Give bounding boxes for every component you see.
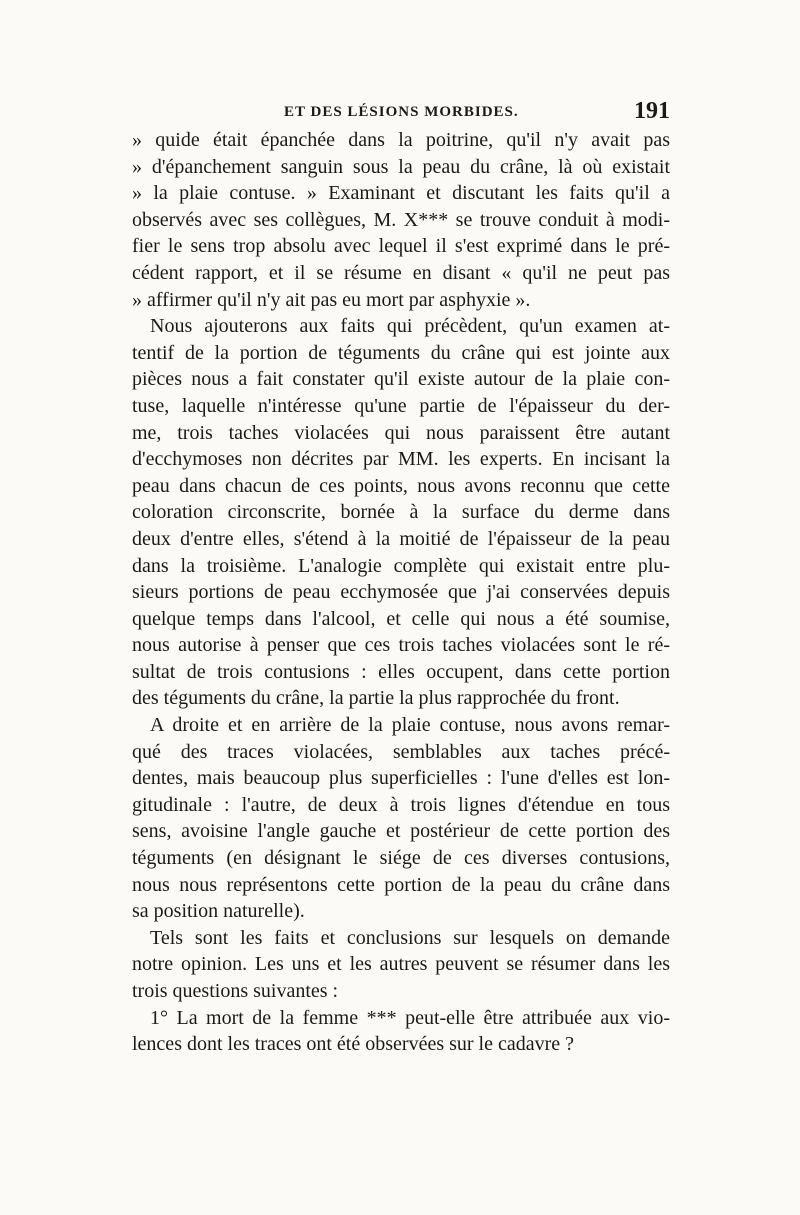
text-line: Nous ajouterons aux faits qui précèdent, qu'un examen at- (150, 315, 670, 338)
text-line: Tels sont les faits et conclusions sur lesquels on demande (150, 926, 670, 949)
text-line: » quide était épanchée dans la poitrine, qu'il n'y avait pas (132, 129, 670, 151)
text-line: coloration circonscrite, bornée à la surface du derme dans (132, 501, 670, 524)
text-line: observés avec ses collègues, M. X*** se trouve conduit à modi- (132, 208, 670, 231)
text-line: me, trois taches violacées qui nous paraissent être autant (132, 421, 670, 444)
page-header (132, 98, 670, 128)
text-line: notre opinion. Les uns et les autres peuvent se résumer dans les (132, 953, 670, 976)
text-line: d'ecchymoses non décrites par MM. les experts. En incisant la (132, 448, 670, 471)
text-line: cédent rapport, et il se résume en disant « qu'il ne peut pas (132, 261, 670, 284)
text-line: qué des traces violacées, semblables aux taches précé- (132, 740, 670, 763)
text-line: pièces nous a fait constater qu'il existe autour de la plaie con- (132, 368, 670, 391)
page-number: 191 (634, 98, 670, 124)
text-line: trois questions suivantes : (132, 980, 339, 1002)
text-line: nous nous représentons cette portion de la peau du crâne dans (132, 873, 670, 896)
text-line: dans la troisième. L'analogie complète qui existait entre plu- (132, 554, 670, 577)
text-line: lences dont les traces ont été observées sur le cadavre ? (132, 1033, 575, 1056)
text-line: tuse, laquelle n'intéresse qu'une partie de l'épaisseur du der- (132, 394, 670, 417)
text-line: téguments (en désignant le siége de ces diverses contusions, (132, 847, 670, 870)
text-line: sens, avoisine l'angle gauche et postérieur de cette portion des (132, 820, 670, 843)
text-line: des téguments du crâne, la partie la plus rapprochée du front. (132, 687, 620, 710)
text-line: » affirmer qu'il n'y ait pas eu mort par asphyxie ». (132, 288, 531, 311)
text-line: » d'épanchement sanguin sous la peau du crâne, là où existait (132, 155, 670, 178)
text-line: sultat de trois contusions : elles occupent, dans cette portion (132, 660, 670, 683)
running-head: ET DES LÉSIONS MORBIDES. (284, 104, 519, 120)
text-line: 1° La mort de la femme *** peut-elle être attribuée aux vio- (150, 1006, 670, 1029)
text-line: gitudinale : l'autre, de deux à trois lignes d'étendue en tous (132, 793, 670, 816)
text-line: nous autorise à penser que ces trois taches violacées sont le ré- (132, 634, 670, 657)
text-line: sieurs portions de peau ecchymosée que j'ai conservées depuis (132, 581, 670, 604)
text-line: » la plaie contuse. » Examinant et discutant les faits qu'il a (132, 182, 670, 205)
text-line: dentes, mais beaucoup plus superficielles : l'une d'elles est lon- (132, 767, 670, 790)
text-line: A droite et en arrière de la plaie contuse, nous avons remar- (150, 714, 670, 737)
text-line: sa position naturelle). (132, 900, 305, 923)
text-line: tentif de la portion de téguments du crâne qui est jointe aux (132, 341, 670, 364)
text-line: fier le sens trop absolu avec lequel il s'est exprimé dans le pré- (132, 235, 670, 258)
text-line: peau dans chacun de ces points, nous avons reconnu que cette (132, 474, 670, 497)
body-text (132, 127, 670, 1058)
text-line: quelque temps dans l'alcool, et celle qui nous a été soumise, (132, 607, 670, 630)
text-line: deux d'entre elles, s'étend à la moitié de l'épaisseur de la peau (132, 527, 670, 550)
